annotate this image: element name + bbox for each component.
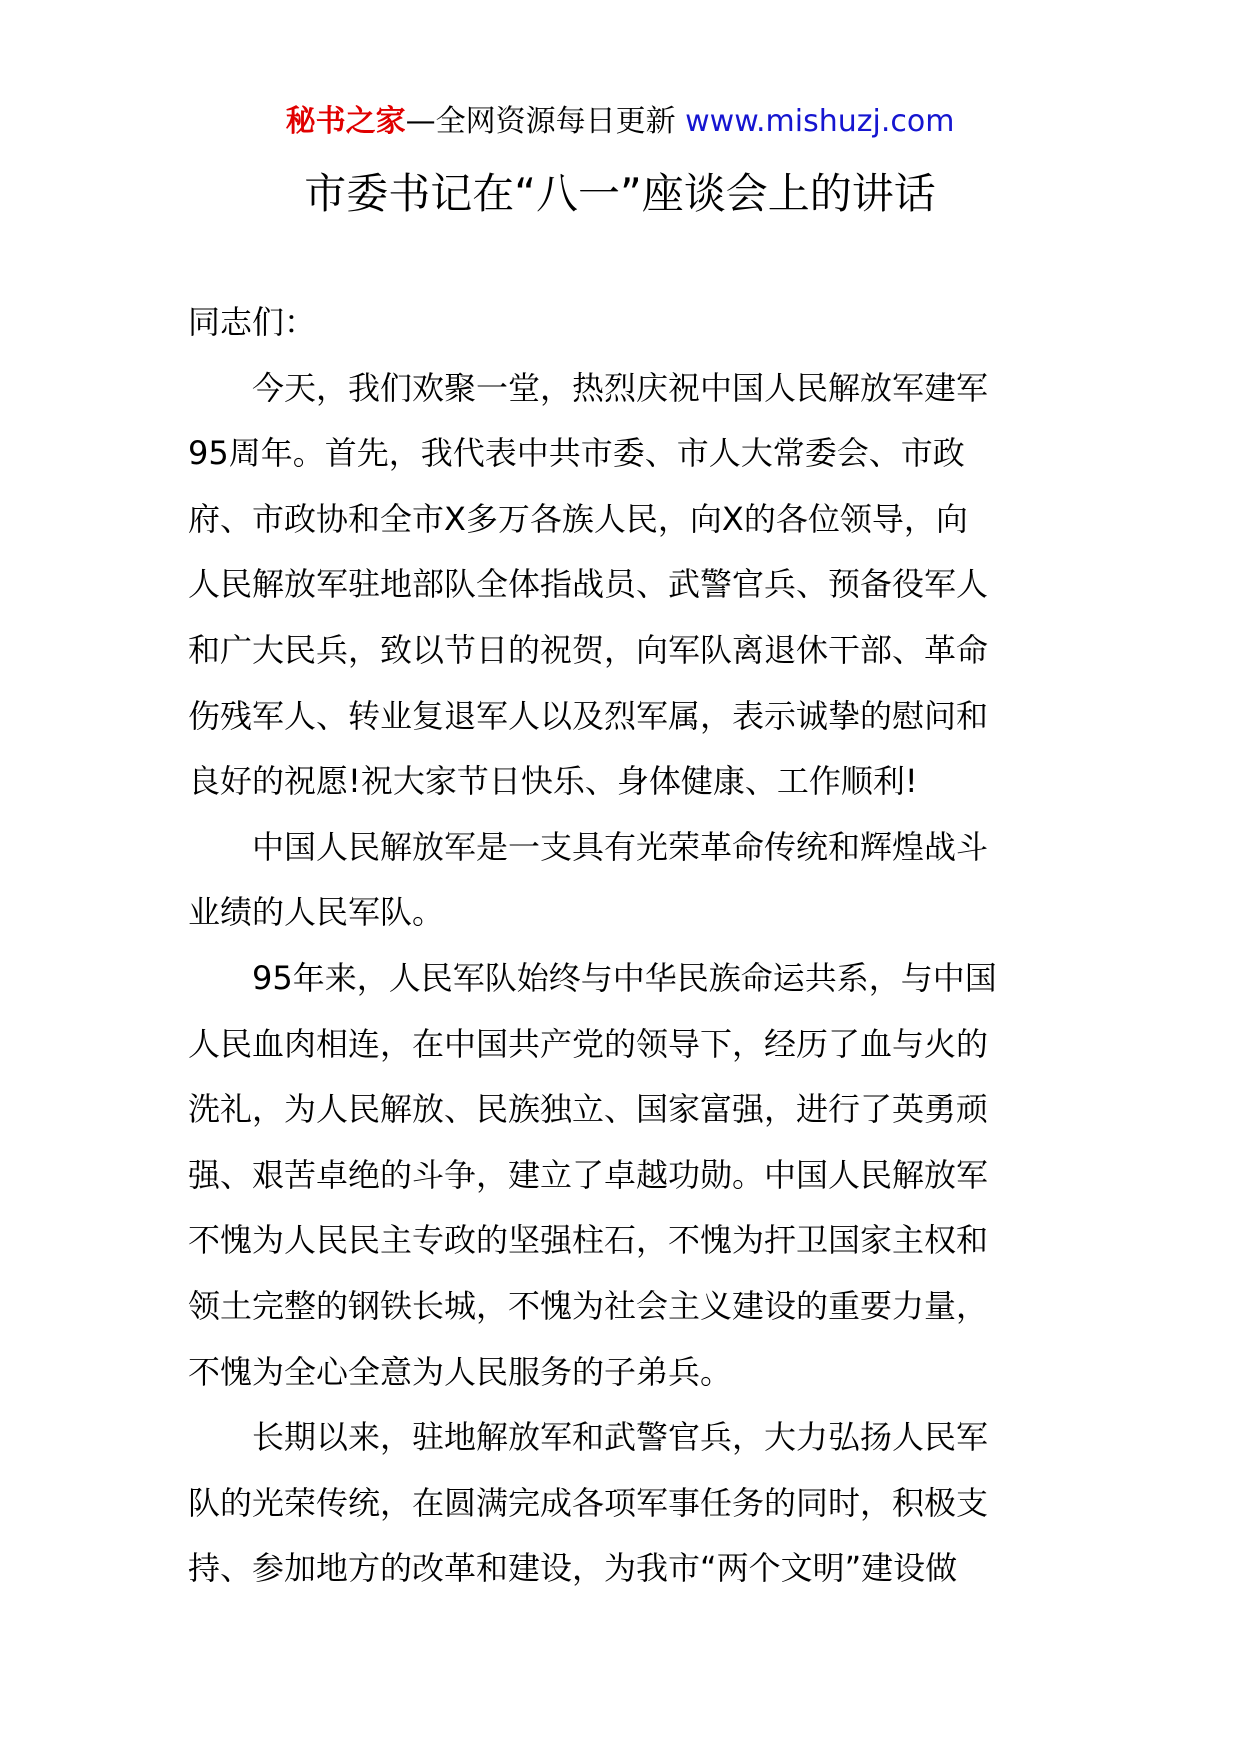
body-line: 人民血肉相连，在中国共产党的领导下，经历了血与火的 — [188, 1024, 989, 1063]
body-line: 业绩的人民军队。 — [188, 893, 445, 932]
body-line: 和广大民兵，致以节日的祝贺，向军队离退休干部、革命 — [188, 630, 989, 669]
body-line: 不愧为人民民主专政的坚强柱石，不愧为扞卫国家主权和 — [188, 1221, 989, 1260]
body-line: 不愧为全心全意为人民服务的子弟兵。 — [188, 1352, 733, 1391]
body-line: 队的光荣传统，在圆满完成各项军事任务的同时，积极支 — [188, 1483, 989, 1522]
body-line: 人民解放军驻地部队全体指战员、武警官兵、预备役军人 — [188, 565, 989, 604]
body-line: 强、艰苦卓绝的斗争，建立了卓越功勋。中国人民解放军 — [188, 1155, 989, 1194]
body-line: 洗礼，为人民解放、民族独立、国家富强，进行了英勇顽 — [188, 1090, 989, 1129]
body-line: 持、参加地方的改革和建设，为我市“两个文明”建设做 — [188, 1549, 958, 1588]
body-line: 伤残军人、转业复退军人以及烈军属，表示诚挚的慰问和 — [188, 696, 989, 735]
document-body — [188, 290, 1058, 1602]
body-line: 府、市政协和全市X多万各族人民，向X的各位领导，向 — [188, 499, 968, 538]
body-line: 良好的祝愿!祝大家节日快乐、身体健康、工作顺利! — [188, 762, 918, 801]
brand-name: 秘书之家 — [285, 104, 406, 139]
body-line: 领土完整的钢铁长城，不愧为社会主义建设的重要力量， — [188, 1286, 989, 1325]
body-line: 95年来，人民军队始终与中华民族命运共系，与中国 — [252, 958, 997, 997]
site-header — [0, 100, 1240, 144]
body-line: 今天，我们欢聚一堂，热烈庆祝中国人民解放军建军 — [252, 368, 989, 407]
salutation: 同志们： — [188, 303, 317, 341]
body-line: 中国人民解放军是一支具有光荣革命传统和辉煌战斗 — [252, 827, 989, 866]
body-line: 95周年。首先，我代表中共市委、市人大常委会、市政 — [188, 434, 965, 473]
body-line: 长期以来，驻地解放军和武警官兵，大力弘扬人民军 — [252, 1418, 989, 1457]
site-url-link[interactable]: www.mishuzj.com — [685, 104, 955, 139]
header-tagline: —全网资源每日更新 — [405, 104, 676, 139]
document-title: 市委书记在“八一”座谈会上的讲话 — [304, 169, 936, 218]
